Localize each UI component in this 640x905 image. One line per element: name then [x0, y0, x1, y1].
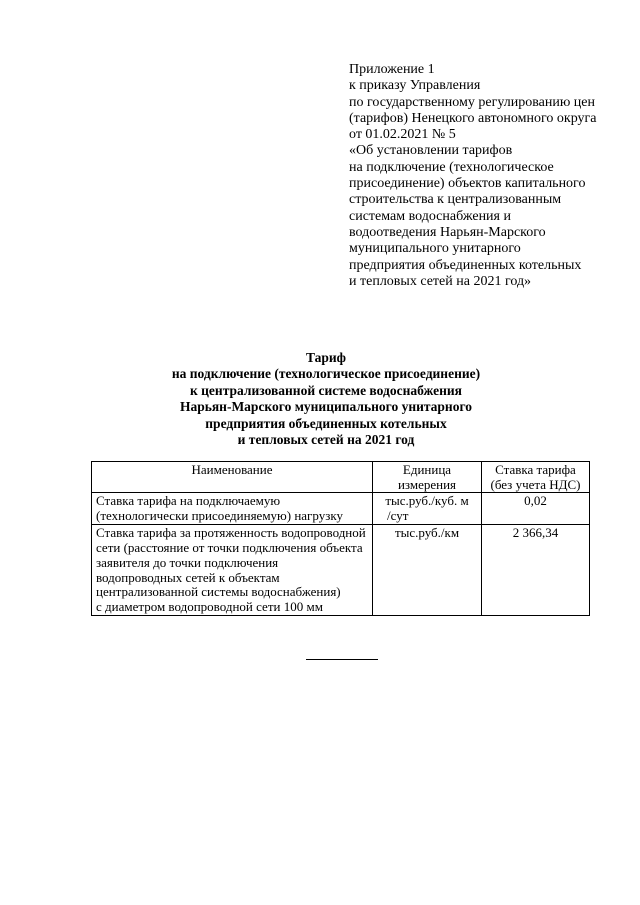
appendix-line: муниципального унитарного [349, 241, 521, 257]
row-name-line: заявителя до точки подключения [96, 554, 279, 570]
row-rate-value: 0,02 [524, 493, 547, 509]
appendix-line: и тепловых сетей на 2021 год» [349, 273, 532, 289]
column-header-line: Единица [402, 462, 452, 477]
appendix-line: Приложение 1 [349, 62, 435, 77]
title-line: и тепловых сетей на 2021 год [237, 432, 415, 448]
row-name-line: сети (расстояние от точки подключения объекта [96, 540, 363, 556]
appendix-line: по государственному регулированию цен [349, 94, 595, 110]
appendix-line: «Об установлении тарифов [349, 143, 513, 159]
row-name-line: Ставка тарифа на подключаемую [96, 493, 281, 509]
row-rate-cell [482, 493, 590, 525]
row-name-line: (технологически присоединяемую) нагрузку [96, 508, 343, 524]
row-name-line: водопроводных сетей к объектам [96, 569, 280, 585]
row-name-cell [92, 525, 373, 615]
row-name-line: Ставка тарифа за протяженность водопроводной [96, 525, 366, 541]
title-heading: Тариф [305, 350, 347, 365]
row-unit-line: тыс.руб./км [394, 525, 460, 541]
row-unit-cell [373, 493, 482, 525]
column-header-line: (без учета НДС) [490, 476, 581, 492]
table-row [92, 525, 590, 615]
tariff-table [91, 461, 590, 616]
appendix-line: предприятия объединенных котельных [349, 257, 582, 273]
appendix-line: от 01.02.2021 № 5 [349, 127, 456, 143]
appendix-line: водоотведения Нарьян-Марского [349, 224, 546, 240]
end-separator-line [306, 659, 378, 660]
column-header-name [92, 462, 373, 493]
table-row [92, 493, 590, 525]
title-line: предприятия объединенных котельных [205, 415, 447, 431]
appendix-line: строительства к централизованным [349, 192, 562, 208]
column-header-unit [373, 462, 482, 493]
title-line: к централизованной системе водоснабжения [190, 382, 462, 398]
table-header-row [92, 462, 590, 493]
title-line: Нарьян-Марского муниципального унитарного [179, 399, 473, 415]
appendix-line: к приказу Управления [349, 78, 481, 94]
document-title [12, 350, 640, 448]
row-rate-value: 2 366,34 [512, 525, 559, 541]
row-name-line: с диаметром водопроводной сети 100 мм [96, 598, 323, 614]
row-unit-line: тыс.руб./куб. м [385, 493, 469, 509]
appendix-line: присоединение) объектов капитального [349, 176, 586, 192]
appendix-line: системам водоснабжения и [349, 208, 511, 224]
appendix-note [349, 62, 596, 290]
column-header-line: измерения [397, 476, 457, 492]
row-name-cell [92, 493, 373, 525]
column-header-rate [482, 462, 590, 493]
row-unit-cell [373, 525, 482, 615]
row-name-line: централизованной системы водоснабжения) [96, 584, 341, 600]
column-header-line: Наименование [191, 462, 273, 477]
row-unit-line: /сут [387, 508, 409, 524]
appendix-line: (тарифов) Ненецкого автономного округа [349, 110, 597, 126]
row-rate-cell [482, 525, 590, 615]
title-line: на подключение (технологическое присоединение) [171, 366, 481, 382]
column-header-line: Ставка тарифа [495, 462, 576, 477]
appendix-line: на подключение (технологическое [349, 159, 554, 175]
